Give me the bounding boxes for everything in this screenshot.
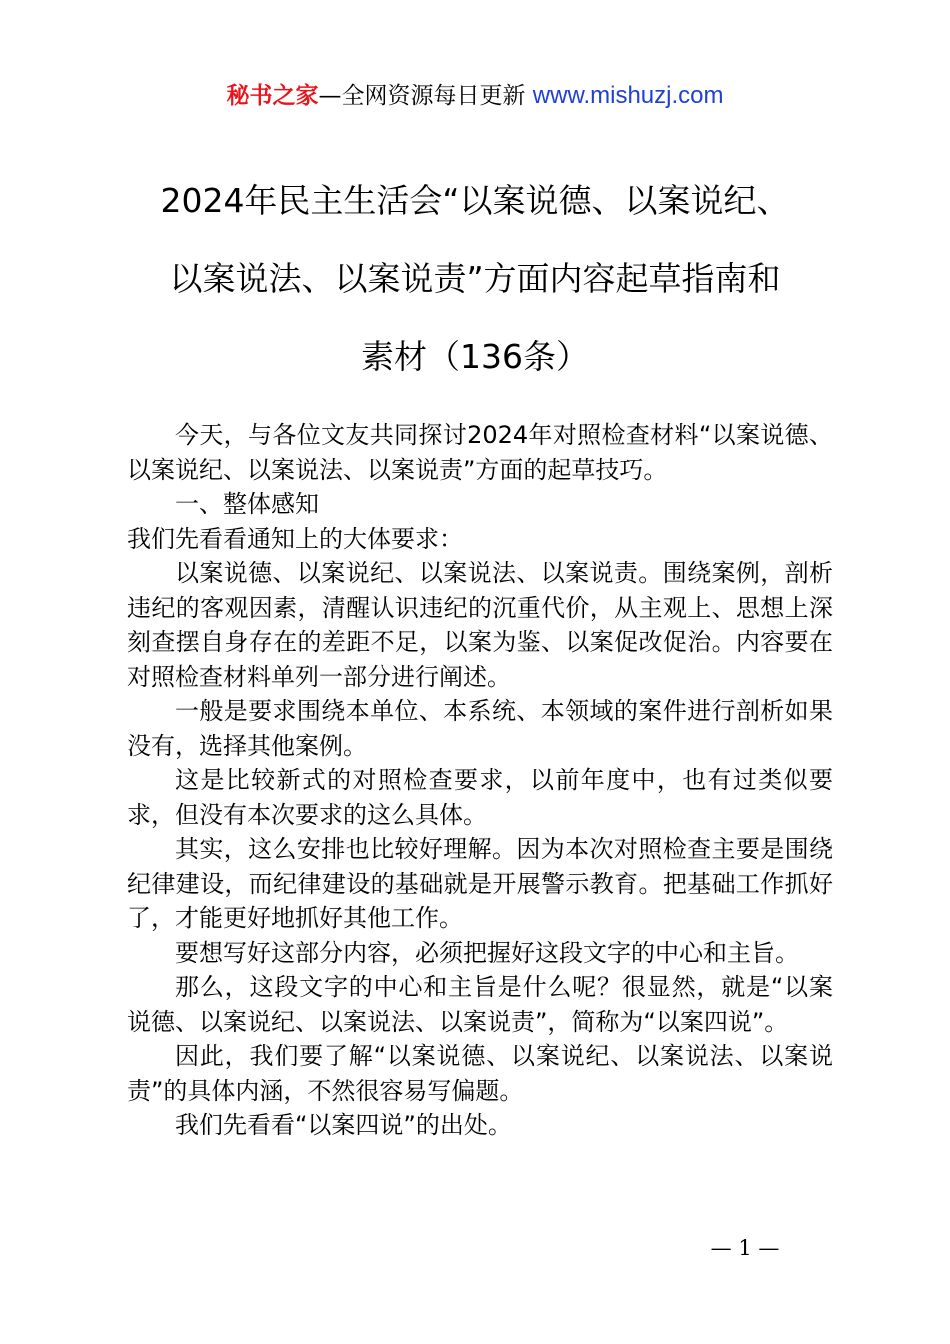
- document-body: [127, 418, 833, 1143]
- site-header: [0, 80, 950, 112]
- paragraph: 其实，这么安排也比较好理解。因为本次对照检查主要是围绕纪律建设，而纪律建设的基础就是开展警示教育。把基础工作抓好了，才能更好地抓好其他工作。: [127, 835, 833, 932]
- paragraph: 我们先看看通知上的大体要求：: [127, 524, 463, 553]
- paragraph: 因此，我们要了解“以案说德、以案说纪、以案说法、以案说责”的具体内涵，不然很容易写偏题。: [127, 1042, 833, 1105]
- paragraph: 要想写好这部分内容，必须把握好这段文字的中心和主旨。: [175, 938, 799, 967]
- paragraph: 以案说德、以案说纪、以案说法、以案说责。围绕案例，剖析违纪的客观因素，清醒认识违纪的沉重代价，从主观上、思想上深刻查摆自身存在的差距不足，以案为鉴、以案促改促治。内容要在对照检查材料单列一部分进行阐述。: [127, 559, 833, 691]
- title-line-1: 2024年民主生活会“以案说德、以案说纪、: [160, 181, 790, 220]
- paragraph: 那么，这段文字的中心和主旨是什么呢？很显然，就是“以案说德、以案说纪、以案说法、以案说责”，简称为“以案四说”。: [127, 973, 833, 1036]
- paragraph: 一般是要求围绕本单位、本系统、本领域的案件进行剖析如果没有，选择其他案例。: [127, 697, 833, 760]
- document-title: [115, 162, 835, 396]
- page-number: — 1 —: [710, 1236, 780, 1260]
- title-line-2: 以案说法、以案说责”方面内容起草指南和: [169, 259, 781, 298]
- paragraph: 这是比较新式的对照检查要求，以前年度中，也有过类似要求，但没有本次要求的这么具体。: [127, 766, 833, 829]
- title-line-3: 素材（136条）: [361, 337, 589, 376]
- section-heading: 一、整体感知: [175, 490, 319, 518]
- site-url-link[interactable]: www.mishuzj.com: [532, 82, 724, 109]
- paragraph: 我们先看看“以案四说”的出处。: [175, 1111, 512, 1139]
- brand-name: 秘书之家: [226, 83, 319, 109]
- header-tagline: —全网资源每日更新: [318, 83, 533, 109]
- paragraph: 今天，与各位文友共同探讨2024年对照检查材料“以案说德、以案说纪、以案说法、以案说责”方面的起草技巧。: [127, 421, 833, 484]
